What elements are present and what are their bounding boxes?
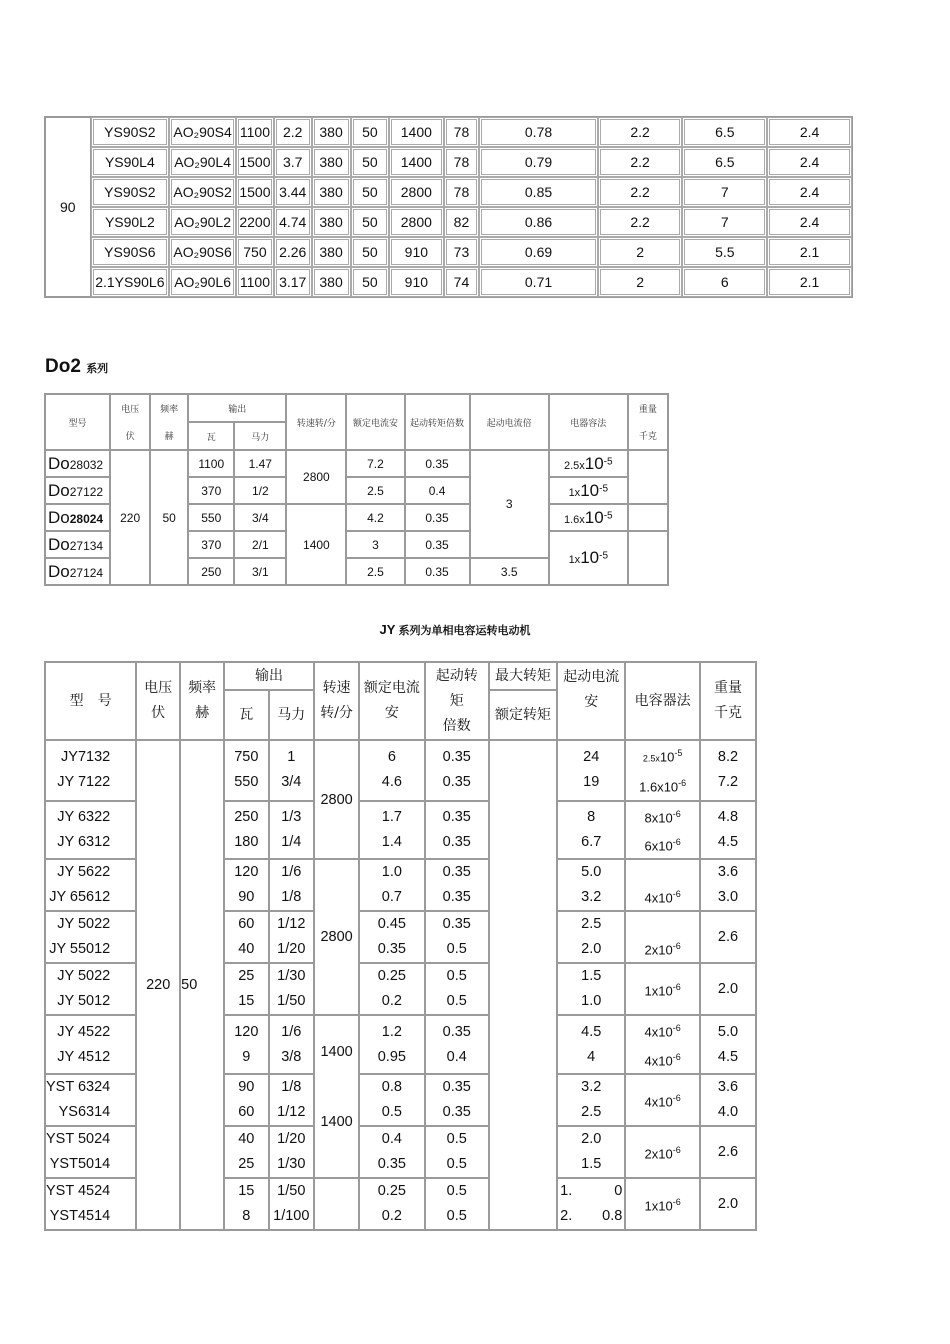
cell: 1100 <box>236 267 274 297</box>
cell: 2.4 <box>767 117 852 147</box>
model-cell: Do28032 <box>45 450 110 477</box>
cell: 2/1 <box>234 531 286 558</box>
speed-cell: 1400 1400 <box>314 1015 359 1178</box>
cell: 1/8 1/12 <box>269 1074 314 1126</box>
cell: 6 <box>682 267 767 297</box>
cell: YS90S6 <box>91 237 170 267</box>
cell: AO₂90L2 <box>169 207 236 237</box>
cell: 3/1 <box>234 558 286 585</box>
cell: AO₂90S4 <box>169 117 236 147</box>
cell: 2.2 <box>598 117 683 147</box>
cell: 50 <box>351 117 389 147</box>
capacitor-cell: $2.5x10^{-5}$ <box>549 450 628 477</box>
cell: 2.5 <box>346 477 404 504</box>
table-row <box>45 237 852 267</box>
model-cell: JY 4522 JY 4512 <box>45 1015 136 1074</box>
model-cell: JY 5622 JY 65612 <box>45 859 136 911</box>
do2-title-main: Do2 <box>45 356 81 377</box>
table-row <box>45 450 668 477</box>
cell: 2.2 <box>274 117 312 147</box>
jy-series-table <box>44 661 757 1231</box>
cell: AO₂90L6 <box>169 267 236 297</box>
header-speed: 转速 转/分 <box>314 662 359 740</box>
model-cell: YST 4524 YST4514 <box>45 1178 136 1230</box>
cell: 7 <box>682 207 767 237</box>
cell: 2.4 <box>767 147 852 177</box>
cell: 750 <box>236 237 274 267</box>
cell: 1/50 1/100 <box>269 1178 314 1230</box>
cell: 0.79 <box>479 147 597 177</box>
cell: 1100 <box>236 117 274 147</box>
cell: 2.26 <box>274 237 312 267</box>
cell: 60 40 <box>224 911 269 963</box>
cell: 3.2 2.5 <box>557 1074 625 1126</box>
header-weight-unit: 千克 <box>628 422 668 450</box>
header-row <box>45 662 756 690</box>
capacitor-cell: $4x10^{-6}$ <box>625 1074 700 1126</box>
cell: 7 <box>682 177 767 207</box>
header-rated-torque: 额定转矩 <box>489 690 557 740</box>
cell: 2.4 <box>767 207 852 237</box>
jy-title-rest: 系列为单相电容运转电动机 <box>398 625 531 637</box>
table-row <box>45 267 852 297</box>
cell: 0.8 0.5 <box>359 1074 424 1126</box>
weight-cell: 2.6 <box>700 1126 756 1178</box>
cell: 2.2 <box>598 147 683 177</box>
cell: 2.4 <box>767 177 852 207</box>
cell: 7.2 <box>346 450 404 477</box>
jy-section-title <box>0 622 910 638</box>
capacitor-cell: $4x10^{-6}$ $4x10^{-6}$ <box>625 1015 700 1074</box>
cell: 0.35 <box>405 450 470 477</box>
cell: 0.4 <box>405 477 470 504</box>
header-row <box>45 394 668 422</box>
header-model: 型 号 <box>45 662 136 740</box>
cell: 3.44 <box>274 177 312 207</box>
cell: 78 <box>444 147 480 177</box>
ys-table-body <box>45 117 852 297</box>
cell: 1/20 1/30 <box>269 1126 314 1178</box>
cell: 8.2 7.2 <box>700 740 756 801</box>
weight-cell <box>628 504 668 531</box>
model-cell: JY7132 JY 7122 <box>45 740 136 801</box>
weight-cell: 2.0 <box>700 1178 756 1230</box>
capacitor-cell: $1x10^{-5}$ <box>549 531 628 585</box>
cell: 1400 <box>389 147 443 177</box>
speed-cell: 2800 <box>314 740 359 859</box>
capacitor-cell: $2x10^{-6}$ <box>625 1126 700 1178</box>
capacitor-cell: $1x10^{-6}$ <box>625 963 700 1015</box>
header-freq: 频率 <box>150 394 188 422</box>
cell: 3.6 3.0 <box>700 859 756 911</box>
cell: 370 <box>188 477 234 504</box>
header-voltage: 电压 伏 <box>136 662 180 740</box>
capacitor-cell: $1x10^{-5}$ <box>549 477 628 504</box>
cell: 380 <box>312 177 351 207</box>
cell: 0.35 0.35 <box>425 859 489 911</box>
header-hp: 马力 <box>269 690 314 740</box>
cell: 2.5 <box>346 558 404 585</box>
speed-cell: 1400 <box>286 504 346 585</box>
table-row <box>45 177 852 207</box>
cell: 5.0 3.2 <box>557 859 625 911</box>
jy-table-body <box>45 662 756 1230</box>
model-cell: YST 5024 YST5014 <box>45 1126 136 1178</box>
cell: 50 <box>351 147 389 177</box>
cell: 40 25 <box>224 1126 269 1178</box>
do2-series-table <box>44 393 669 586</box>
cell: 250 180 <box>224 801 269 860</box>
cell: 0.35 <box>405 531 470 558</box>
cell: 3.17 <box>274 267 312 297</box>
header-rated-current: 额定电流 安 <box>359 662 424 740</box>
max-torque-cell <box>489 740 557 1230</box>
do2-title-suffix: 系列 <box>86 363 109 375</box>
model-cell: Do27124 <box>45 558 110 585</box>
cell: 50 <box>351 207 389 237</box>
freq-cell: 50 <box>150 450 188 585</box>
cell: 2.5 2.0 <box>557 911 625 963</box>
cell: 78 <box>444 117 480 147</box>
cell: 380 <box>312 117 351 147</box>
cell: 0.71 <box>479 267 597 297</box>
cell: 910 <box>389 237 443 267</box>
cell: 550 <box>188 504 234 531</box>
cell: 2.1YS90L6 <box>91 267 170 297</box>
cell: 2 <box>598 237 683 267</box>
frame-size-cell: 90 <box>45 117 91 297</box>
cell: 5.0 4.5 <box>700 1015 756 1074</box>
header-start-torque: 起动转矩倍数 <box>405 394 470 450</box>
model-cell: YST 6324 YS6314 <box>45 1074 136 1126</box>
weight-cell <box>628 450 668 504</box>
model-cell: JY 6322 JY 6312 <box>45 801 136 860</box>
table-row <box>45 147 852 177</box>
cell: 0.86 <box>479 207 597 237</box>
cell: 380 <box>312 267 351 297</box>
cell: YS90S2 <box>91 177 170 207</box>
cell: 1.0 0.7 <box>359 859 424 911</box>
cell: 0.35 0.35 <box>425 1074 489 1126</box>
cell: 0.35 0.35 <box>425 740 489 801</box>
cell: 8 6.7 <box>557 801 625 860</box>
header-model: 型号 <box>45 394 110 450</box>
header-output: 输出 <box>188 394 286 422</box>
cell: 2.2 <box>598 177 683 207</box>
model-cell: JY 5022 JY 55012 <box>45 911 136 963</box>
cell: 380 <box>312 237 351 267</box>
speed-cell: 2800 <box>314 859 359 1015</box>
model-cell: Do28024 <box>45 504 110 531</box>
cell: 50 <box>351 177 389 207</box>
cell: 370 <box>188 531 234 558</box>
header-output: 输出 <box>224 662 314 690</box>
cell: 0.25 0.2 <box>359 963 424 1015</box>
cell: 5.5 <box>682 237 767 267</box>
cell: 3 <box>346 531 404 558</box>
cell: 1100 <box>188 450 234 477</box>
model-cell: JY 5022 JY 5012 <box>45 963 136 1015</box>
cell: 0.35 <box>405 558 470 585</box>
cell: 1 3/4 <box>269 740 314 801</box>
voltage-cell: 220 <box>110 450 150 585</box>
cell: 120 9 <box>224 1015 269 1074</box>
cell: AO₂90S6 <box>169 237 236 267</box>
cell: 1500 <box>236 147 274 177</box>
cell: 6 4.6 <box>359 740 424 801</box>
cell: YS90L2 <box>91 207 170 237</box>
cell: 3.6 4.0 <box>700 1074 756 1126</box>
header-voltage: 电压 <box>110 394 150 422</box>
cell: 1/30 1/50 <box>269 963 314 1015</box>
cell: 1.5 1.0 <box>557 963 625 1015</box>
weight-cell <box>628 531 668 585</box>
cell: 2800 <box>389 207 443 237</box>
header-capacitor: 电容器法 <box>625 662 700 740</box>
cell: 50 <box>351 267 389 297</box>
cell: 6.5 <box>682 147 767 177</box>
voltage-cell: 220 <box>136 740 180 1230</box>
cell: YS90S2 <box>91 117 170 147</box>
cell: 0.45 0.35 <box>359 911 424 963</box>
header-start-current: 起动电流倍 <box>470 394 549 450</box>
cell: 1.2 0.95 <box>359 1015 424 1074</box>
cell: 4.5 4 <box>557 1015 625 1074</box>
cell: 82 <box>444 207 480 237</box>
capacitor-cell: $2.5x10^{-5}$ $1.6x10^{-6}$ <box>625 740 700 801</box>
cell: 1/6 1/8 <box>269 859 314 911</box>
cell: 380 <box>312 207 351 237</box>
header-watt: 瓦 <box>224 690 269 740</box>
cell: 0.25 0.2 <box>359 1178 424 1230</box>
cell: 1500 <box>236 177 274 207</box>
cell: 0.78 <box>479 117 597 147</box>
header-freq: 频率 赫 <box>180 662 224 740</box>
cell: 1/6 3/8 <box>269 1015 314 1074</box>
cell: 910 <box>389 267 443 297</box>
ys-series-table <box>44 116 853 298</box>
cell: YS90L4 <box>91 147 170 177</box>
start-current-cell: 1. 0 2. 0.8 <box>557 1178 625 1230</box>
cell: 1400 <box>389 117 443 147</box>
speed-cell: 2800 <box>286 450 346 504</box>
cell: 0.5 0.5 <box>425 1178 489 1230</box>
cell: 2 <box>598 267 683 297</box>
capacitor-cell: $1.6x10^{-5}$ <box>549 504 628 531</box>
model-cell: Do27134 <box>45 531 110 558</box>
table-row <box>45 740 756 801</box>
speed-cell <box>314 1178 359 1230</box>
cell: 90 60 <box>224 1074 269 1126</box>
cell: 78 <box>444 177 480 207</box>
cell: 74 <box>444 267 480 297</box>
capacitor-cell: $1x10^{-6}$ <box>625 1178 700 1230</box>
cell: 0.35 0.4 <box>425 1015 489 1074</box>
table-row <box>45 117 852 147</box>
header-speed: 转速转/分 <box>286 394 346 450</box>
cell: 2.1 <box>767 237 852 267</box>
cell: 1/2 <box>234 477 286 504</box>
cell: 2200 <box>236 207 274 237</box>
capacitor-cell: $8x10^{-6}$ $6x10^{-6}$ <box>625 801 700 860</box>
weight-cell: 2.6 <box>700 911 756 963</box>
cell: 0.5 0.5 <box>425 1126 489 1178</box>
jy-title-prefix: JY <box>379 622 396 637</box>
header-watt: 瓦 <box>188 422 234 450</box>
cell: 0.35 <box>405 504 470 531</box>
cell: 0.35 0.5 <box>425 911 489 963</box>
cell: 15 8 <box>224 1178 269 1230</box>
cell: 0.85 <box>479 177 597 207</box>
cell: 1/12 1/20 <box>269 911 314 963</box>
header-voltage-unit: 伏 <box>110 422 150 450</box>
cell: 0.69 <box>479 237 597 267</box>
cell: 4.2 <box>346 504 404 531</box>
cell: 120 90 <box>224 859 269 911</box>
cell: 2.2 <box>598 207 683 237</box>
header-max-torque: 最大转矩 <box>489 662 557 690</box>
cell: 4.8 4.5 <box>700 801 756 860</box>
weight-cell: 2.0 <box>700 963 756 1015</box>
cell: 50 <box>351 237 389 267</box>
header-start-current: 起动电流 安 <box>557 662 625 740</box>
header-weight: 重量 千克 <box>700 662 756 740</box>
model-cell: Do27122 <box>45 477 110 504</box>
cell: 3.7 <box>274 147 312 177</box>
cell: 2800 <box>389 177 443 207</box>
table-row <box>45 207 852 237</box>
cell: 0.35 0.35 <box>425 801 489 860</box>
cell: 0.4 0.35 <box>359 1126 424 1178</box>
start-current-cell: 3.5 <box>470 558 549 585</box>
capacitor-cell: $2x10^{-6}$ <box>625 911 700 963</box>
cell: 6.5 <box>682 117 767 147</box>
header-freq-unit: 赫 <box>150 422 188 450</box>
cell: 3/4 <box>234 504 286 531</box>
cell: AO₂90S2 <box>169 177 236 207</box>
capacitor-cell: $4x10^{-6}$ <box>625 859 700 911</box>
cell: 2.1 <box>767 267 852 297</box>
cell: 1/3 1/4 <box>269 801 314 860</box>
cell: 380 <box>312 147 351 177</box>
cell: 0.5 0.5 <box>425 963 489 1015</box>
header-hp: 马力 <box>234 422 286 450</box>
start-current-cell: 3 <box>470 450 549 558</box>
header-start-torque: 起动转 矩 倍数 <box>425 662 489 740</box>
header-capacitor: 电器容法 <box>549 394 628 450</box>
header-rated-current: 额定电流安 <box>346 394 404 450</box>
header-weight: 重量 <box>628 394 668 422</box>
cell: 750 550 <box>224 740 269 801</box>
cell: AO₂90L4 <box>169 147 236 177</box>
cell: 4.74 <box>274 207 312 237</box>
cell: 1.7 1.4 <box>359 801 424 860</box>
do2-table-body <box>45 394 668 585</box>
freq-cell: 50 <box>180 740 224 1230</box>
cell: 24 19 <box>557 740 625 801</box>
cell: 1.47 <box>234 450 286 477</box>
cell: 25 15 <box>224 963 269 1015</box>
do2-section-title <box>45 356 108 378</box>
cell: 73 <box>444 237 480 267</box>
cell: 2.0 1.5 <box>557 1126 625 1178</box>
cell: 250 <box>188 558 234 585</box>
